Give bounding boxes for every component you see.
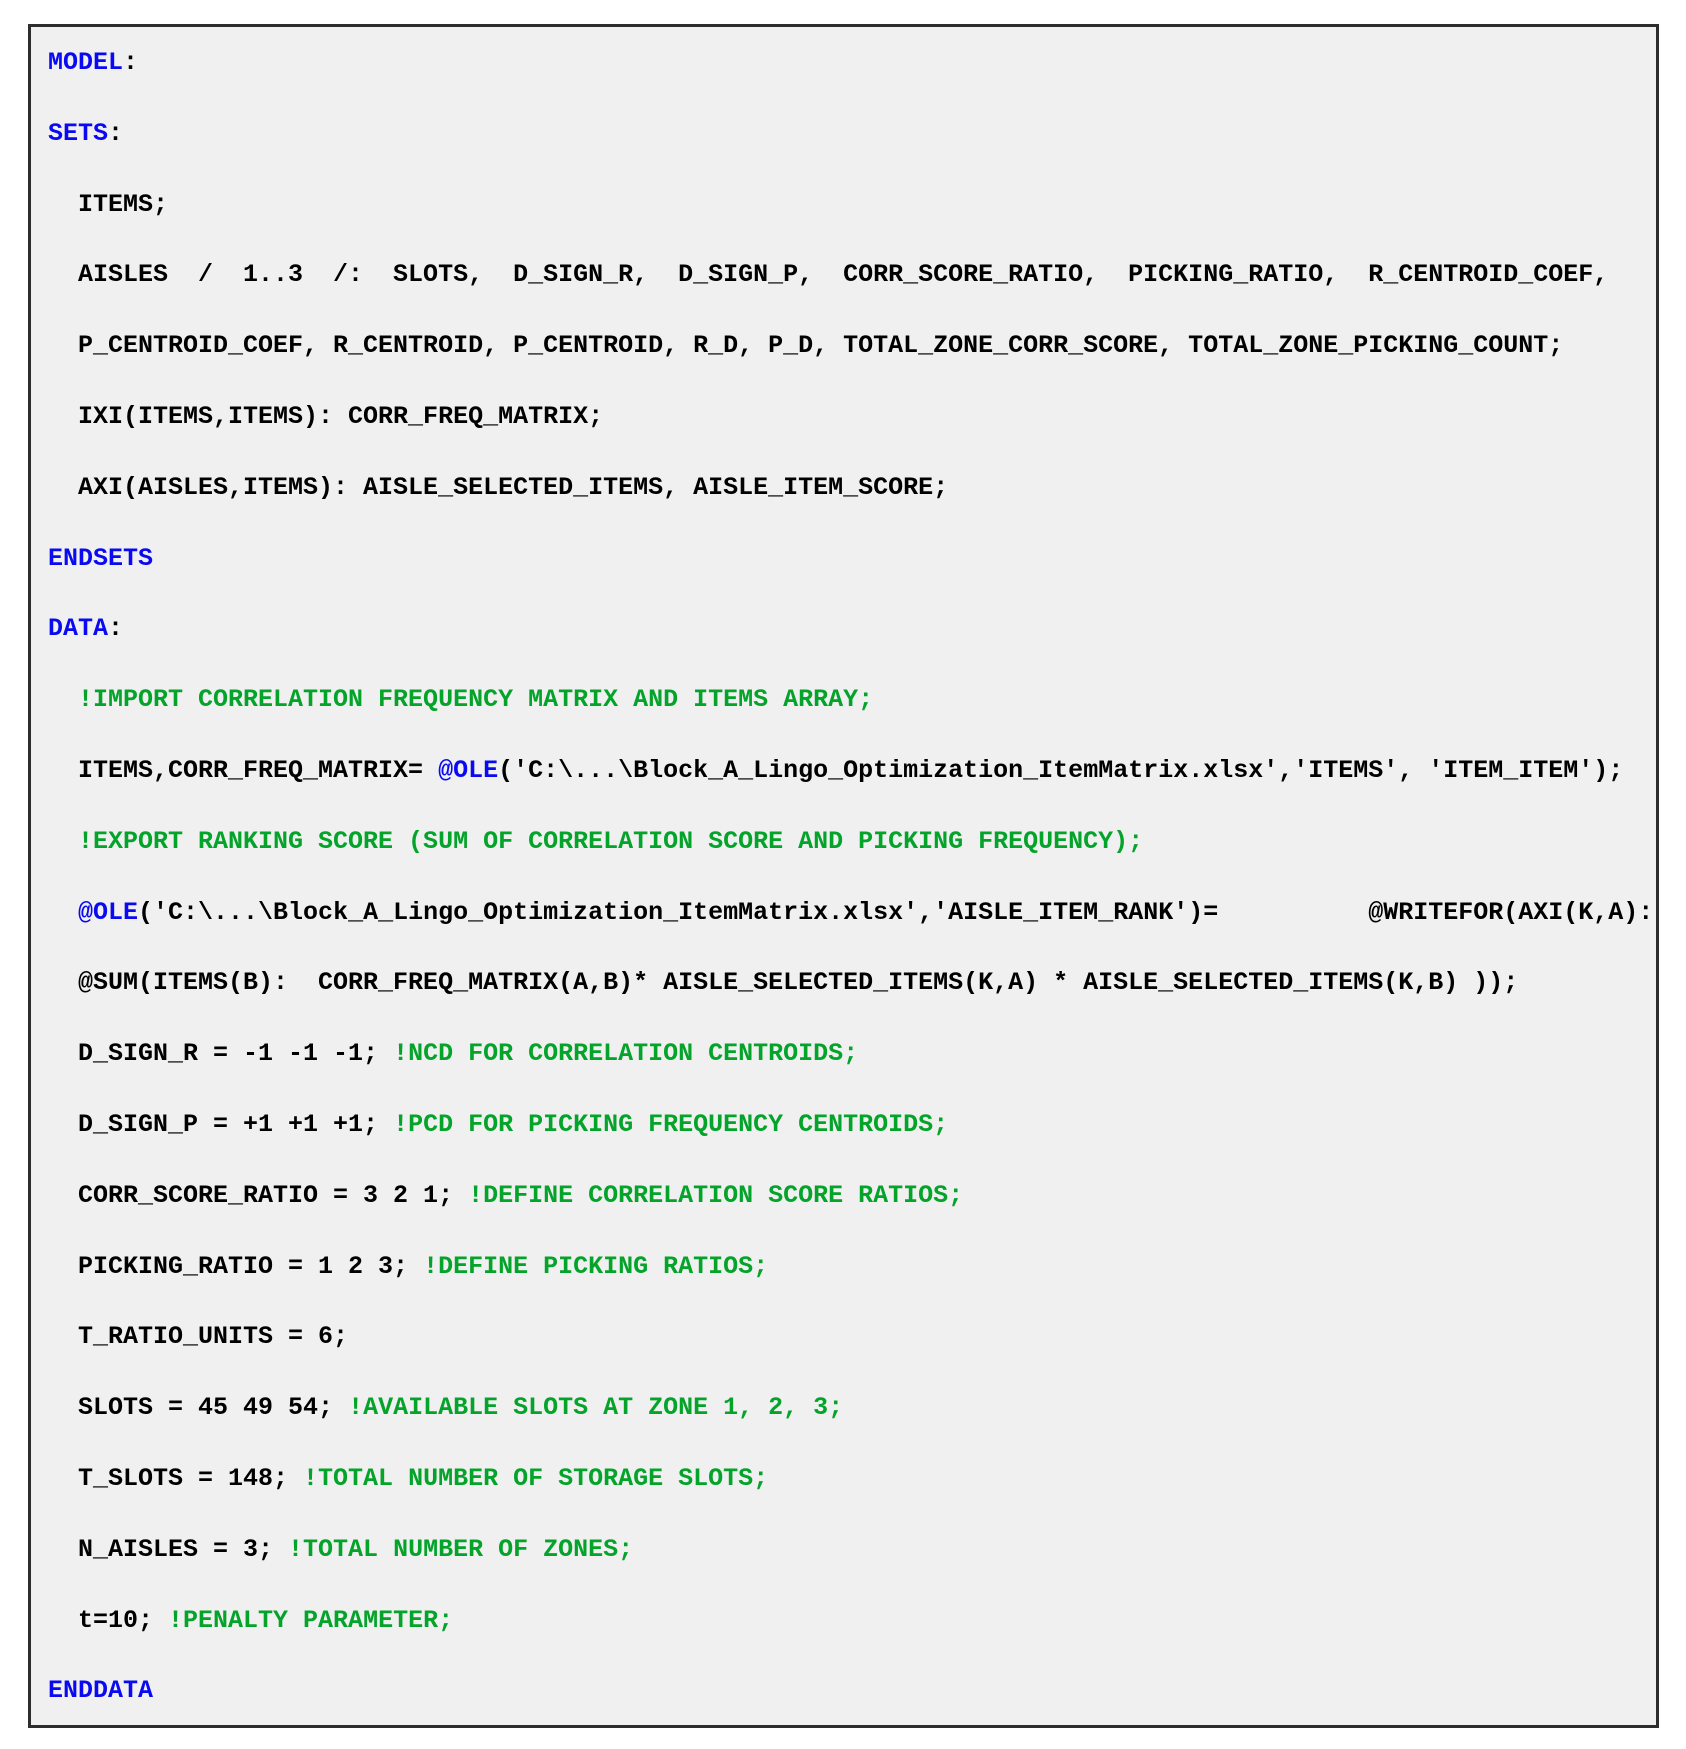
code-line: [48, 1161, 1656, 1232]
code-segment: ITEMS;: [48, 189, 169, 219]
code-line: [48, 1302, 1656, 1373]
code-line: [48, 1444, 1656, 1515]
code-segment: :: [108, 614, 124, 644]
code-segment: ('C:\...\Block_A_Lingo_Optimization_ItemMatrix.xlsx','ITEMS', 'ITEM_ITEM');: [498, 755, 1624, 785]
code-segment: :: [123, 48, 139, 77]
code-segment: !PCD FOR PICKING FREQUENCY CENTROIDS;: [393, 1109, 949, 1139]
code-segment: PICKING_RATIO = 1 2 3;: [48, 1251, 424, 1281]
code-line: [48, 1586, 1656, 1657]
code-segment: !PENALTY PARAMETER;: [168, 1605, 454, 1635]
code-segment: @SUM(ITEMS(B): CORR_FREQ_MATRIX(A,B)* AISLE_SELECTED_ITEMS(K,A) * AISLE_SELECTED_ITEMS(K,B) ));: [48, 968, 1519, 998]
code-area: [31, 27, 1656, 1727]
code-segment: T_RATIO_UNITS = 6;: [48, 1322, 349, 1352]
lingo-code-panel: [28, 24, 1659, 1728]
code-segment: T_SLOTS = 148;: [48, 1463, 304, 1493]
code-segment: !TOTAL NUMBER OF ZONES;: [288, 1534, 634, 1564]
code-segment: !DEFINE CORRELATION SCORE RATIOS;: [468, 1180, 964, 1210]
code-line: [48, 948, 1656, 1019]
code-segment: ENDSETS: [48, 543, 154, 573]
code-segment: @OLE: [78, 897, 139, 927]
code-line: [48, 524, 1656, 595]
code-line: [48, 1656, 1656, 1727]
code-segment: !NCD FOR CORRELATION CENTROIDS;: [393, 1039, 859, 1069]
code-line: [48, 99, 1656, 170]
code-line: [48, 240, 1656, 311]
code-segment: IXI(ITEMS,ITEMS): CORR_FREQ_MATRIX;: [48, 401, 604, 431]
code-segment: P_CENTROID_COEF, R_CENTROID, P_CENTROID, R_D, P_D, TOTAL_ZONE_CORR_SCORE, TOTAL_ZONE_PICKING_COUNT;: [48, 331, 1564, 361]
code-line: [48, 807, 1656, 878]
code-line: [48, 382, 1656, 453]
code-segment: SETS: [48, 118, 109, 148]
code-line: [48, 170, 1656, 241]
code-line: [48, 1090, 1656, 1161]
code-segment: MODEL: [48, 48, 124, 77]
code-segment: AXI(AISLES,ITEMS): AISLE_SELECTED_ITEMS, AISLE_ITEM_SCORE;: [48, 472, 949, 502]
code-segment: SLOTS = 45 49 54;: [48, 1393, 349, 1423]
code-segment: ('C:\...\Block_A_Lingo_Optimization_ItemMatrix.xlsx','AISLE_ITEM_RANK')= @WRITEFOR(AXI(K,A):: [138, 897, 1654, 927]
code-line: [48, 453, 1656, 524]
code-line: [48, 878, 1656, 949]
code-segment: D_SIGN_R = -1 -1 -1;: [48, 1039, 394, 1069]
code-line: [48, 1373, 1656, 1444]
code-line: [48, 665, 1656, 736]
code-line: [48, 1232, 1656, 1303]
code-segment: DATA: [48, 614, 109, 644]
code-segment: [48, 898, 78, 927]
code-line: [48, 736, 1656, 807]
code-segment: !TOTAL NUMBER OF STORAGE SLOTS;: [303, 1463, 769, 1493]
code-segment: t=10;: [48, 1605, 169, 1635]
code-segment: !AVAILABLE SLOTS AT ZONE 1, 2, 3;: [348, 1393, 844, 1423]
code-segment: !EXPORT RANKING SCORE (SUM OF CORRELATION SCORE AND PICKING FREQUENCY);: [48, 826, 1144, 856]
code-segment: ITEMS,CORR_FREQ_MATRIX=: [48, 755, 439, 785]
code-segment: !IMPORT CORRELATION FREQUENCY MATRIX AND ITEMS ARRAY;: [48, 685, 874, 715]
code-line: [48, 28, 1656, 99]
code-segment: D_SIGN_P = +1 +1 +1;: [48, 1109, 394, 1139]
code-segment: N_AISLES = 3;: [48, 1534, 289, 1564]
code-line: [48, 1019, 1656, 1090]
code-line: [48, 311, 1656, 382]
code-segment: CORR_SCORE_RATIO = 3 2 1;: [48, 1180, 469, 1210]
code-segment: AISLES / 1..3 /: SLOTS, D_SIGN_R, D_SIGN_P, CORR_SCORE_RATIO, PICKING_RATIO, R_CENTROID_COEF,: [48, 260, 1609, 290]
code-segment: @OLE: [438, 755, 499, 785]
code-segment: !DEFINE PICKING RATIOS;: [423, 1251, 769, 1281]
code-segment: :: [108, 118, 124, 148]
code-line: [48, 594, 1656, 665]
code-segment: ENDDATA: [48, 1676, 154, 1706]
code-line: [48, 1515, 1656, 1586]
